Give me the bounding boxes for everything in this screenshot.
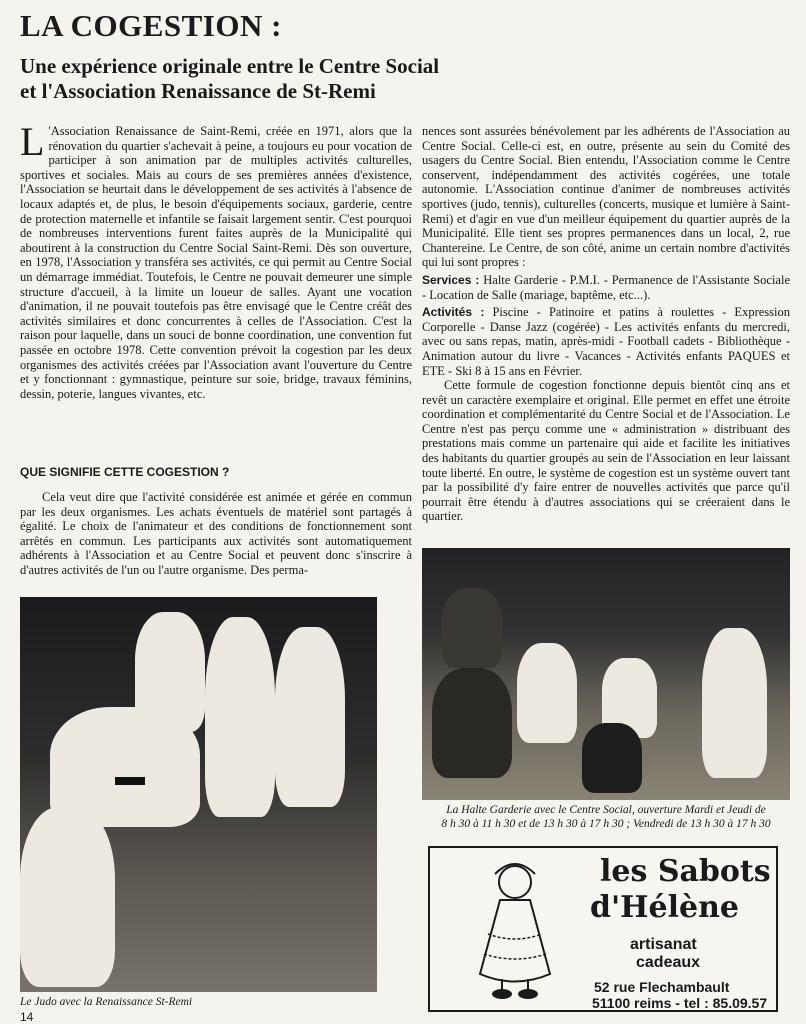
shop-name-line-1: les Sabots: [600, 854, 771, 889]
ad-city-phone: 51100 reims - tel : 85.09.57: [592, 995, 768, 1011]
standing-child-figure: [702, 628, 767, 778]
halte-caption-line-1: La Halte Garderie avec le Centre Social, ouverture Mardi et Jeudi de: [446, 804, 766, 816]
page-title: LA COGESTION :: [20, 8, 282, 43]
judoka-figure: [275, 627, 345, 807]
judoka-figure: [205, 617, 275, 817]
shop-name-line-2: d'Hélène: [590, 890, 739, 925]
intro-text: 'Association Renaissance de Saint-Remi, créée en 1971, alors que la rénovation du quartier s'achevait à peine, a toujours eu pour vocation de participer à son animation par de multiples activités culturelles, sportives et sociales. Mais au cours de ses premières années d'existence, l'Association se heurtait dans le développement de ses activités à l'absence de locaux adaptés et, de plus, le besoin d'équipements sociaux, garderie, centre de protection maternelle et infantile se faisait largement sentir. C'est pourquoi de nombreuses interventions furent faites auprès de la Municipalité qui aboutirent à la construction du Centre Social Saint-Remi. Dès son ouverture, en 1978, l'Association y transféra ses activités, ce qui permit au Centre Social un démarrage immédiat. Toutefois, le Centre ne pouvait demeurer une simple structure d'accueil, à la limite un loueur de salles. Ayant une vocation d'animation, il ne pouvait toutefois pas être envisagé que le Centre créât des activités similaires et donc concurrentes à celles de l'Association. C'est la raison pour laquelle, dans un souci de bonne coordination, une convention fut passée en octobre 1978. Cette convention prévoit la cogestion par les deux organismes des activités créées par l'Association avant l'ouverture du Centre et y fonctionnant : gymnastique, peinture sur soie, bridge, travaux féminins, dessin, poterie, langues vivantes, etc.: [20, 124, 412, 401]
services-label: Services :: [422, 272, 480, 287]
child-figure: [582, 723, 642, 793]
activities-text: Piscine - Patinoire et patins à roulettes - Expression Corporelle - Danse Jazz (cogérée) - Les activités enfants du mercredi, avec ou sans repas, matin, après-midi - Football cadets - Bibliothèque - Animation autour du livre - Vacances - Activités enfants PAQUES et ETE - Ski 8 à 15 ans en Février.: [422, 305, 790, 378]
halte-photo-caption: [422, 803, 790, 831]
seated-adult-figure: [432, 668, 512, 778]
doll-illustration: [460, 854, 570, 1004]
activities-paragraph: [422, 305, 790, 378]
services-paragraph: [422, 273, 790, 302]
page-subtitle: [20, 54, 580, 104]
ad-cadeaux: cadeaux: [636, 954, 701, 971]
conclusion-paragraph: Cette formule de cogestion fonctionne depuis bientôt cinq ans et revêt un caractère exemplaire et original. Elle permet en effet une étroite coordination et complémentarité du Centre Social et de l'Association. Le Centre n'est pas perçu comme une « administration » distribuant des prestations mais comme un partenaire qui aide et facilite les initiatives des habitants du quartier groupés au sein de l'Association en leur laissant toute liberté. En outre, le système de cogestion est un système ouvert tant par la possibilité d'y faire entrer de nouvelles activités que parce qu'il pourrait être étendu à d'autres associations qui se créeraient dans le quartier.: [422, 378, 790, 524]
child-figure: [517, 643, 577, 743]
subtitle-line-1: Une expérience originale entre le Centre Social: [20, 54, 440, 78]
cogestion-paragraph: Cela veut dire que l'activité considérée est animée et gérée en commun par les deux organismes. Les achats éventuels de matériel sont partagés à égalité. Le choix de l'animateur et des conditions de fonctionnement sont arrêtés en commun. Les participants aux activités sont automatiquement adhérents à l'Association et au Centre Social et peuvent donc s'inscrire à d'autres activités de l'un ou l'autre organisme. Des perma-: [20, 490, 412, 577]
kneeling-judoka-figure: [20, 807, 115, 987]
article-right-column: [422, 124, 790, 544]
continuation-paragraph: nences sont assurées bénévolement par les adhérents de l'Association au Centre Social. Celle-ci est, en outre, présente au sein du Comité des usagers du Centre Social. Bien entendu, l'Association comme le Centre conservent, indépendamment des activités cogérées, une totale autonomie. L'Association continue d'animer de nombreuses activités sportives (judo, tennis), culturelles (concerts, musique et lumière à Saint-Remi) et d'agir en vue d'un meilleur équipement du quartier auprès de la Municipalité. Elle tient ses propres permanences dans un local, 2, rue Chantereine. Le Centre, de son côté, anime un certain nombre d'activités qui lui sont propres :: [422, 124, 790, 270]
subtitle-line-2: et l'Association Renaissance de St-Remi: [20, 79, 376, 103]
halte-garderie-photo: [422, 548, 790, 800]
drop-cap: L: [20, 124, 45, 164]
article-left-column-section: [20, 490, 412, 590]
judo-photo-caption: Le Judo avec la Renaissance St-Remi: [20, 996, 193, 1008]
services-text: Halte Garderie - P.M.I. - Permanence de l'Assistante Sociale - Location de Salle (mariage, baptême, etc...).: [422, 272, 790, 302]
ad-address: 52 rue Flechambault: [594, 979, 730, 995]
halte-caption-line-2: 8 h 30 à 11 h 30 et de 13 h 30 à 17 h 30 ; Vendredi de 13 h 30 à 17 h 30: [441, 818, 771, 830]
adult-figure: [442, 588, 502, 668]
page-number: 14: [20, 1010, 34, 1024]
section-heading: QUE SIGNIFIE CETTE COGESTION ?: [20, 465, 230, 479]
judo-photo: [20, 597, 377, 992]
intro-paragraph: [20, 124, 412, 401]
black-belt: [115, 777, 145, 785]
activities-label: Activités :: [422, 305, 485, 320]
ad-artisanat: artisanat: [630, 936, 697, 953]
advertisement: [428, 846, 778, 1012]
